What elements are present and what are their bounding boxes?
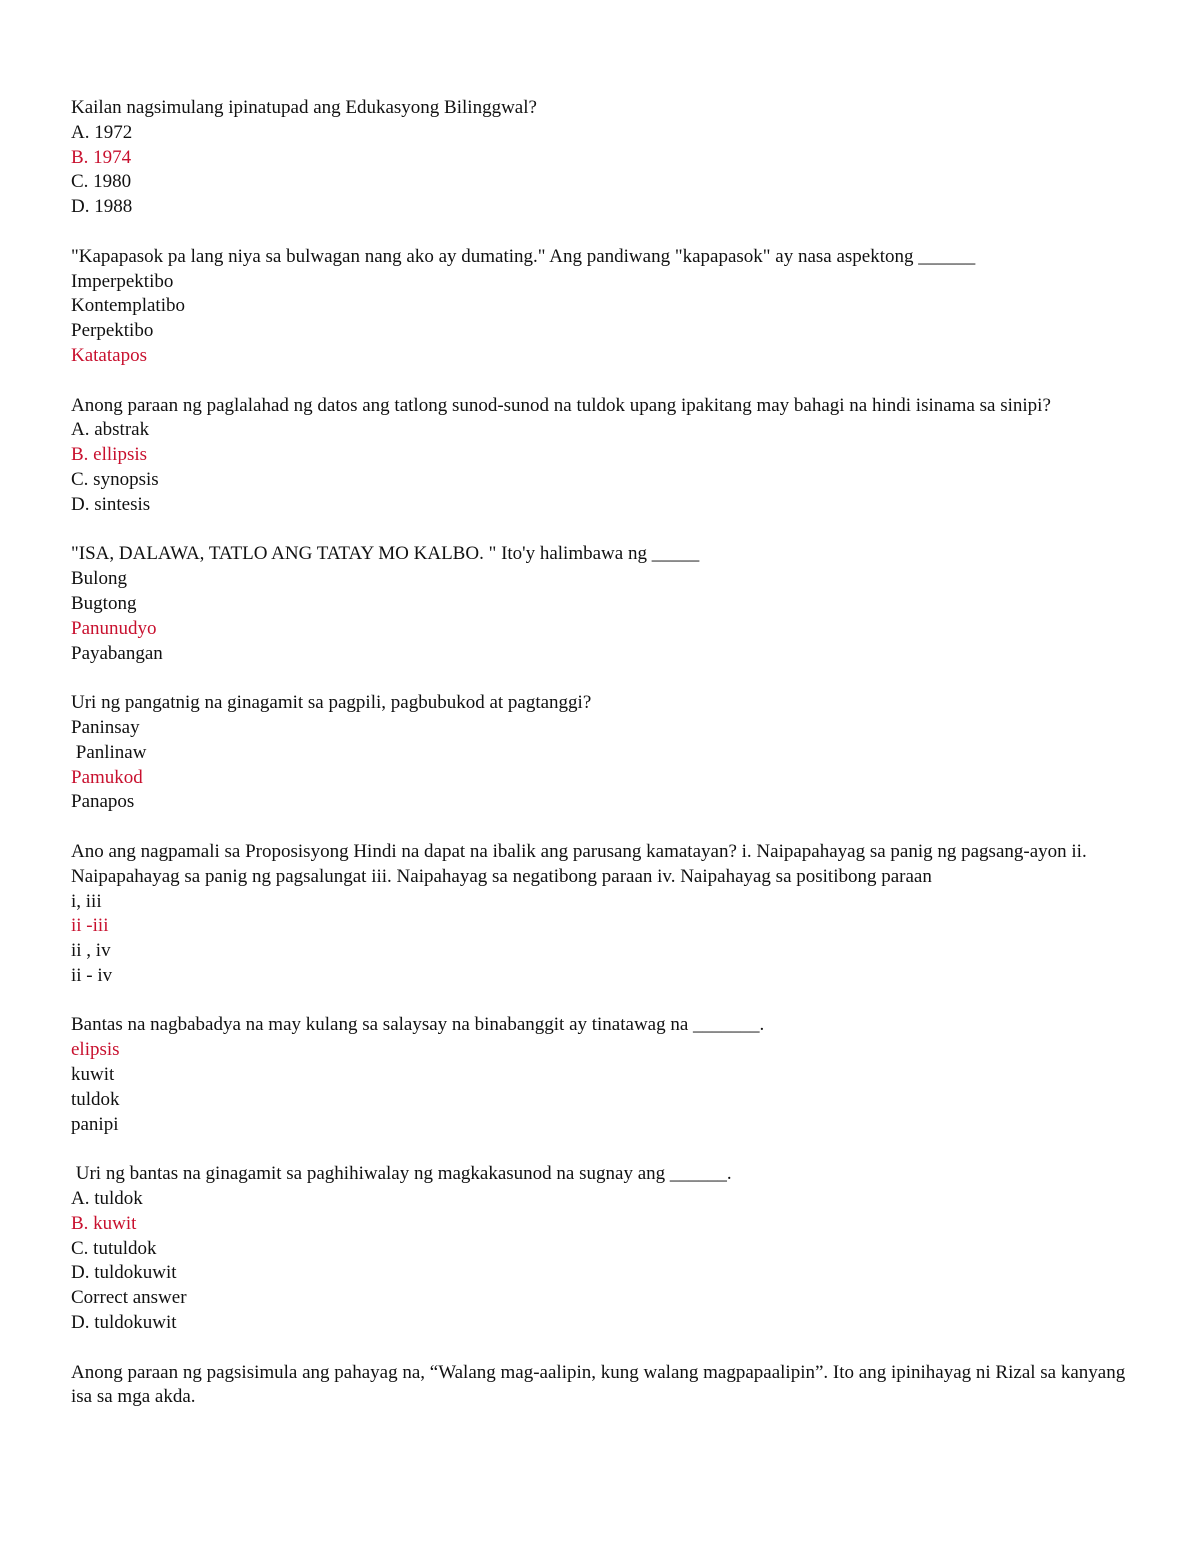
option: A. tuldok bbox=[71, 1188, 143, 1210]
correct-option: ii -iii bbox=[71, 915, 109, 937]
option: Paninsay bbox=[71, 716, 140, 738]
question-block bbox=[71, 1162, 1131, 1336]
question-block bbox=[71, 245, 1131, 369]
option: Panapos bbox=[71, 791, 135, 813]
option: A. abstrak bbox=[71, 419, 150, 441]
option: A. 1972 bbox=[71, 121, 133, 143]
option: panipi bbox=[71, 1113, 119, 1135]
option: tuldok bbox=[71, 1088, 120, 1110]
question-text: Uri ng bantas na ginagamit sa paghihiwalay ng magkakasunod na sugnay ang ______. bbox=[71, 1163, 732, 1185]
correct-option: elipsis bbox=[71, 1039, 120, 1061]
correct-option: Pamukod bbox=[71, 766, 143, 788]
option: Payabangan bbox=[71, 642, 163, 664]
correct-option: B. 1974 bbox=[71, 146, 132, 168]
option: D. tuldokuwit bbox=[71, 1312, 177, 1334]
question-block bbox=[71, 1361, 1131, 1411]
option: C. synopsis bbox=[71, 468, 159, 490]
option: Imperpektibo bbox=[71, 270, 174, 292]
option: Correct answer bbox=[71, 1287, 187, 1309]
question-block bbox=[71, 1013, 1131, 1137]
question-text: Ano ang nagpamali sa Proposisyong Hindi na dapat na ibalik ang parusang kamatayan? i. Naipapahayag sa panig ng pagsang-ayon ii. Naipapahayag sa panig ng pagsalungat iii. Naipahayag sa negatibong paraan iv. Naipahayag sa positibong paraan bbox=[71, 840, 1092, 887]
correct-option: B. ellipsis bbox=[71, 444, 148, 466]
correct-option: Katatapos bbox=[71, 344, 147, 366]
question-text: Bantas na nagbabadya na may kulang sa salaysay na binabanggit ay tinatawag na _______. bbox=[71, 1014, 765, 1036]
option: ii - iv bbox=[71, 964, 113, 986]
question-text: Kailan nagsimulang ipinatupad ang Edukasyong Bilinggwal? bbox=[71, 97, 537, 118]
option: Panlinaw bbox=[71, 741, 147, 763]
option: D. sintesis bbox=[71, 493, 151, 515]
option: i, iii bbox=[71, 890, 102, 912]
question-block bbox=[71, 394, 1131, 518]
option: ii , iv bbox=[71, 940, 111, 962]
question-text: "Kapapasok pa lang niya sa bulwagan nang ako ay dumating." Ang pandiwang "kapapasok" ay nasa aspektong ______ bbox=[71, 245, 976, 267]
question-text: Anong paraan ng paglalahad ng datos ang tatlong sunod-sunod na tuldok upang ipakitang may bahagi na hindi isinama sa sinipi? bbox=[71, 394, 1051, 416]
correct-option: Panunudyo bbox=[71, 617, 157, 639]
option: D. 1988 bbox=[71, 196, 133, 218]
option: C. tutuldok bbox=[71, 1237, 157, 1259]
option: Kontemplatibo bbox=[71, 295, 185, 317]
question-text: Uri ng pangatnig na ginagamit sa pagpili, pagbubukod at pagtanggi? bbox=[71, 692, 592, 714]
question-text: Anong paraan ng pagsisimula ang pahayag na, “Walang mag-aalipin, kung walang magpapaalipin”. Ito ang ipinihayag ni Rizal sa kanyang isa sa mga akda. bbox=[71, 1361, 1130, 1408]
question-block bbox=[71, 542, 1131, 666]
question-block bbox=[71, 840, 1131, 989]
correct-option: B. kuwit bbox=[71, 1212, 137, 1234]
option: C. 1980 bbox=[71, 171, 132, 193]
option: kuwit bbox=[71, 1064, 115, 1086]
question-block bbox=[71, 96, 1131, 220]
question-block bbox=[71, 691, 1131, 815]
option: Bulong bbox=[71, 568, 127, 590]
option: Perpektibo bbox=[71, 320, 154, 342]
option: Bugtong bbox=[71, 592, 137, 614]
document-body bbox=[71, 96, 1131, 1435]
option: D. tuldokuwit bbox=[71, 1262, 177, 1284]
question-text: "ISA, DALAWA, TATLO ANG TATAY MO KALBO. " Ito'y halimbawa ng _____ bbox=[71, 543, 700, 565]
